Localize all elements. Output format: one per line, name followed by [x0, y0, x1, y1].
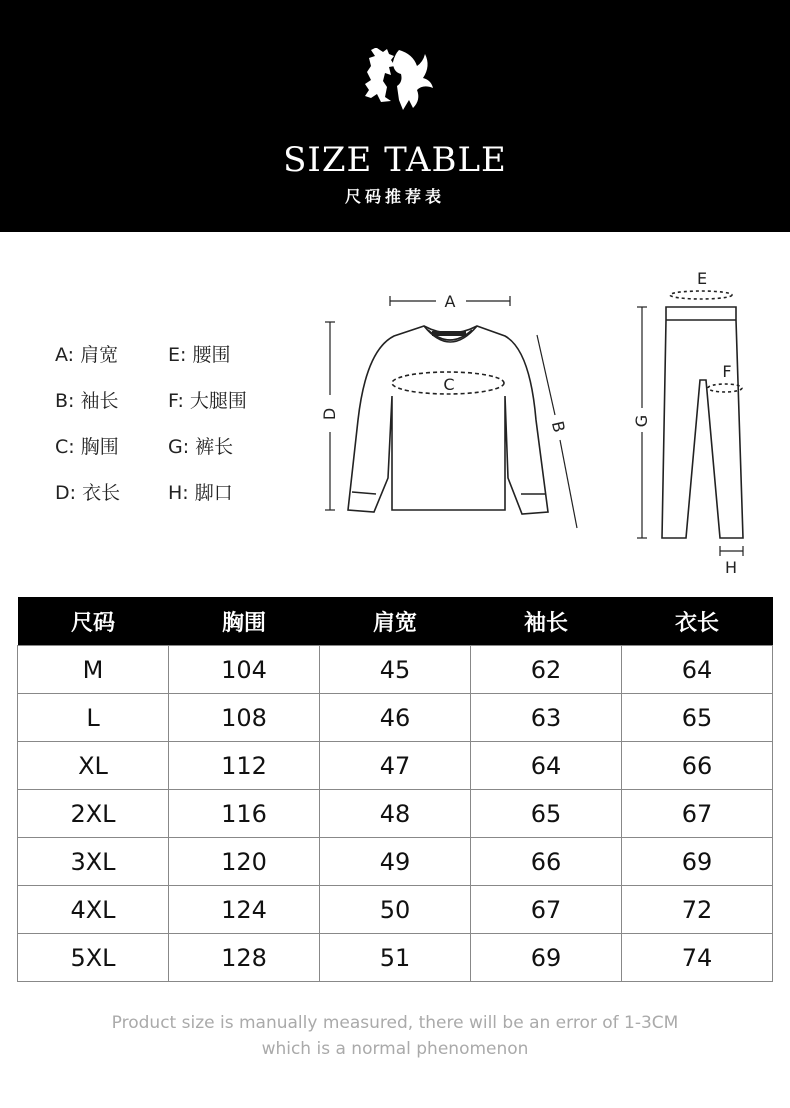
neck-label-icon [432, 331, 466, 336]
table-cell: 108 [169, 694, 320, 742]
table-cell: 62 [471, 646, 622, 694]
dim-label-g: G [632, 414, 651, 428]
table-row [18, 790, 773, 838]
legend-item-h: H: 脚口 [168, 482, 233, 504]
table-cell: 72 [622, 886, 773, 934]
table-cell: 66 [471, 838, 622, 886]
table-header-row [18, 597, 773, 646]
table-cell: 48 [320, 790, 471, 838]
table-cell: L [18, 694, 169, 742]
table-row [18, 742, 773, 790]
page-title: SIZE TABLE [283, 140, 507, 180]
table-cell: 69 [471, 934, 622, 982]
header-shoulder: 肩宽 [320, 597, 471, 646]
table-cell: 51 [320, 934, 471, 982]
dim-label-b: B [547, 419, 569, 435]
footer-note-line-2: which is a normal phenomenon [261, 1039, 529, 1059]
table-cell: 46 [320, 694, 471, 742]
table-cell: 47 [320, 742, 471, 790]
size-table [17, 597, 773, 982]
table-cell: 128 [169, 934, 320, 982]
header-chest: 胸围 [169, 597, 320, 646]
table-cell: 116 [169, 790, 320, 838]
header-sleeve: 袖长 [471, 597, 622, 646]
page-subtitle: 尺码推荐表 [344, 187, 445, 206]
table-row [18, 838, 773, 886]
table-cell: 3XL [18, 838, 169, 886]
legend-item-c: C: 胸围 [55, 436, 119, 458]
table-cell: 66 [622, 742, 773, 790]
sweater-outline-icon [348, 326, 548, 514]
table-cell: 4XL [18, 886, 169, 934]
dim-label-e: E [696, 269, 708, 288]
table-cell: 5XL [18, 934, 169, 982]
table-cell: 50 [320, 886, 471, 934]
legend-item-a: A: 肩宽 [55, 344, 119, 366]
table-cell: 64 [622, 646, 773, 694]
table-cell: 2XL [18, 790, 169, 838]
dim-label-c: C [443, 375, 455, 394]
table-cell: 112 [169, 742, 320, 790]
table-cell: 74 [622, 934, 773, 982]
table-cell: 69 [622, 838, 773, 886]
table-cell: XL [18, 742, 169, 790]
garment-diagram [300, 258, 770, 588]
pants-outline-icon [662, 291, 743, 538]
header-banner [0, 0, 790, 232]
table-cell: 45 [320, 646, 471, 694]
table-cell: 67 [471, 886, 622, 934]
dim-label-f: F [722, 362, 732, 381]
table-cell: 104 [169, 646, 320, 694]
dim-label-a: A [444, 292, 456, 311]
table-cell: 65 [622, 694, 773, 742]
legend-item-b: B: 袖长 [55, 390, 119, 412]
dim-label-d: D [320, 407, 339, 421]
legend-item-d: D: 衣长 [55, 482, 121, 504]
table-cell: 124 [169, 886, 320, 934]
table-cell: 64 [471, 742, 622, 790]
table-row [18, 886, 773, 934]
legend-item-f: F: 大腿围 [168, 390, 247, 412]
header-size: 尺码 [18, 597, 169, 646]
table-row [18, 934, 773, 982]
table-row [18, 694, 773, 742]
legend-item-g: G: 裤长 [168, 436, 234, 458]
table-row [18, 646, 773, 694]
table-cell: 120 [169, 838, 320, 886]
dim-label-h: H [724, 558, 738, 577]
header-length: 衣长 [622, 597, 773, 646]
table-cell: 63 [471, 694, 622, 742]
table-cell: 65 [471, 790, 622, 838]
footer-note-line-1: Product size is manually measured, there will be an error of 1-3CM [111, 1013, 679, 1033]
table-cell: 67 [622, 790, 773, 838]
legend-item-e: E: 腰围 [168, 344, 231, 366]
table-cell: M [18, 646, 169, 694]
griffin-logo-icon [355, 40, 435, 120]
table-cell: 49 [320, 838, 471, 886]
